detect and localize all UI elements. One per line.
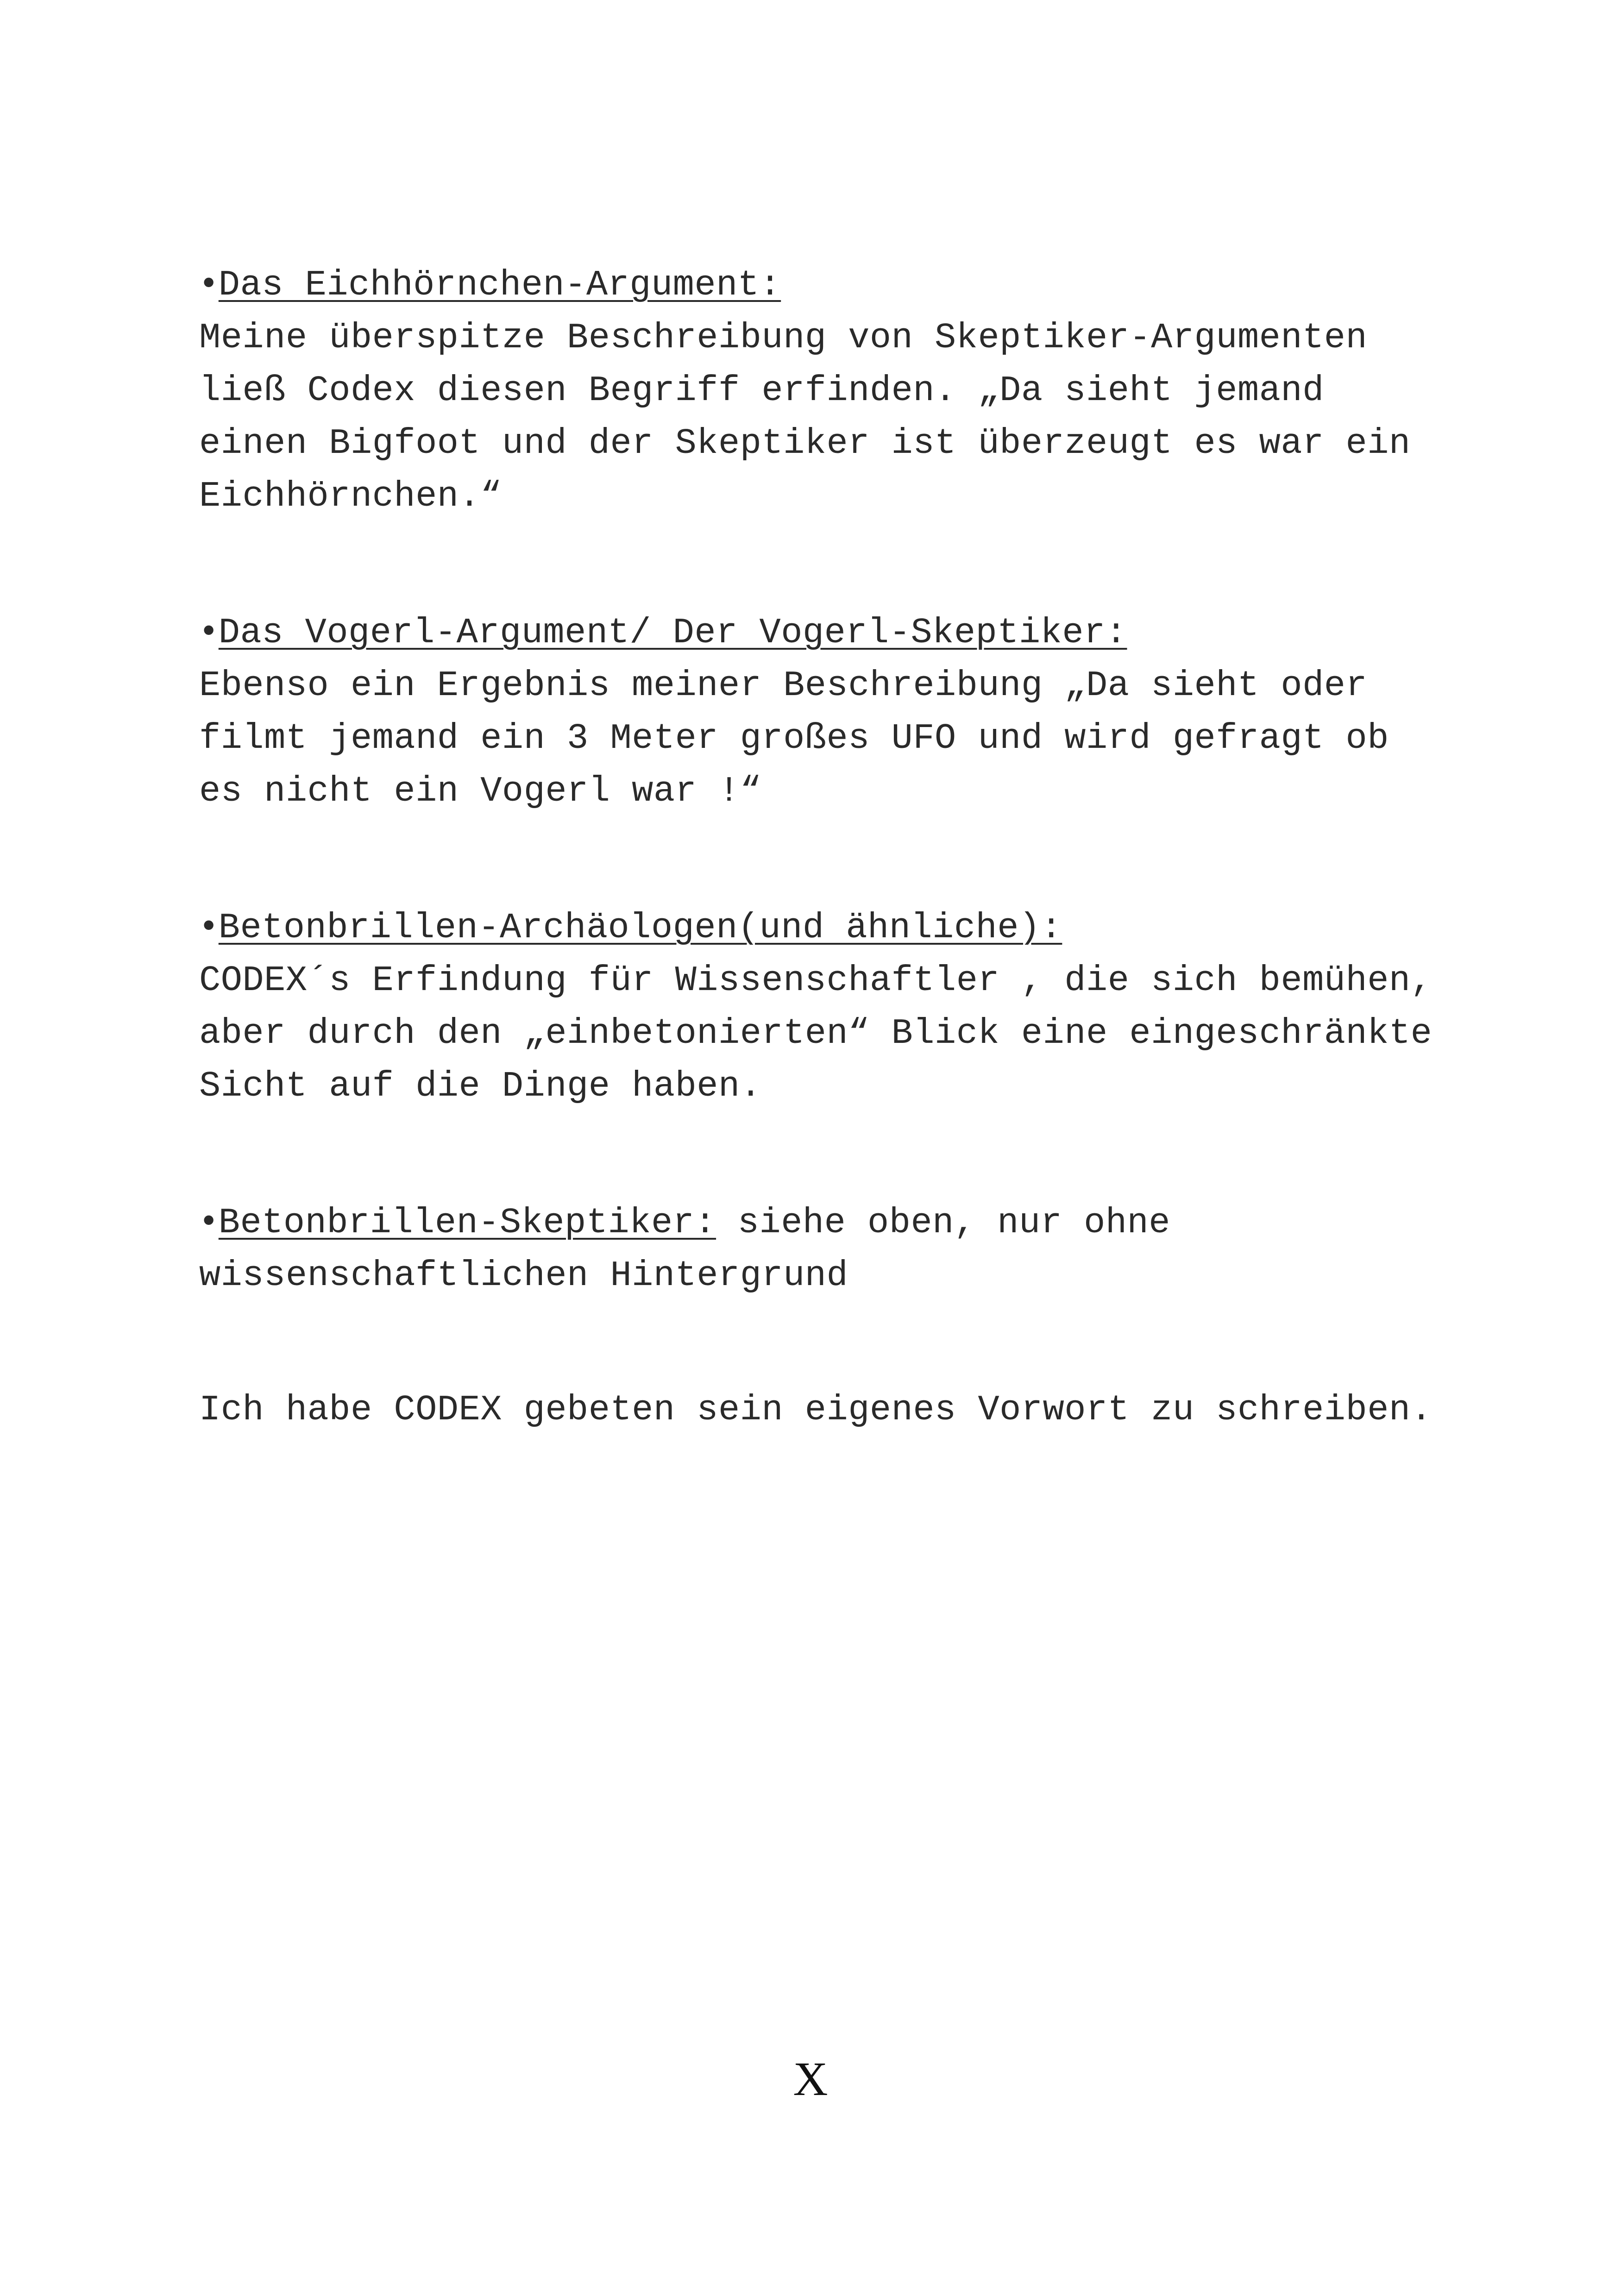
glossary-entry-eichhoernchen xyxy=(199,257,1450,523)
entry-term: Das Vogerl-Argument/ Der Vogerl-Skeptiker: xyxy=(218,613,1127,653)
glossary-entry-betonbrillen-skeptiker xyxy=(199,1195,1450,1303)
glossary-entry-vogerl xyxy=(199,605,1450,818)
glossary-entry-betonbrillen-archaeologen xyxy=(199,900,1450,1113)
entry-term: Das Eichhörnchen-Argument: xyxy=(218,265,781,306)
entry-description: siehe oben, nur ohne wissenschaftlichen Hintergrund xyxy=(199,1203,1170,1296)
entry-description: Ebenso ein Ergebnis meiner Beschreibung „Da sieht oder filmt jemand ein 3 Meter großes UFO und wird gefragt ob es nicht ein Vogerl war !“ xyxy=(199,666,1389,812)
entry-description: CODEX´s Erfindung für Wissenschaftler , die sich bemühen, aber durch den „einbetonierten“ Blick eine eingeschränkte Sicht auf die Dinge haben. xyxy=(199,961,1433,1107)
entry-term: Betonbrillen-Skeptiker: xyxy=(218,1203,716,1243)
closing-paragraph: Ich habe CODEX gebeten sein eigenes Vorwort zu schreiben. xyxy=(199,1390,1433,1430)
bullet-icon: • xyxy=(199,612,219,650)
entry-description: Meine überspitze Beschreibung von Skeptiker-Argumenten ließ Codex diesen Begriff erfinden. „Da sieht jemand einen Bigfoot und der Skeptiker ist überzeugt es war ein Eichhörnchen.“ xyxy=(199,318,1411,517)
entry-term: Betonbrillen-Archäologen(und ähnliche): xyxy=(218,908,1062,948)
document-body xyxy=(199,257,1450,1437)
bullet-icon: • xyxy=(199,264,219,302)
bullet-icon: • xyxy=(199,907,219,945)
bullet-icon: • xyxy=(199,1202,219,1240)
page-number: X xyxy=(793,2052,828,2106)
